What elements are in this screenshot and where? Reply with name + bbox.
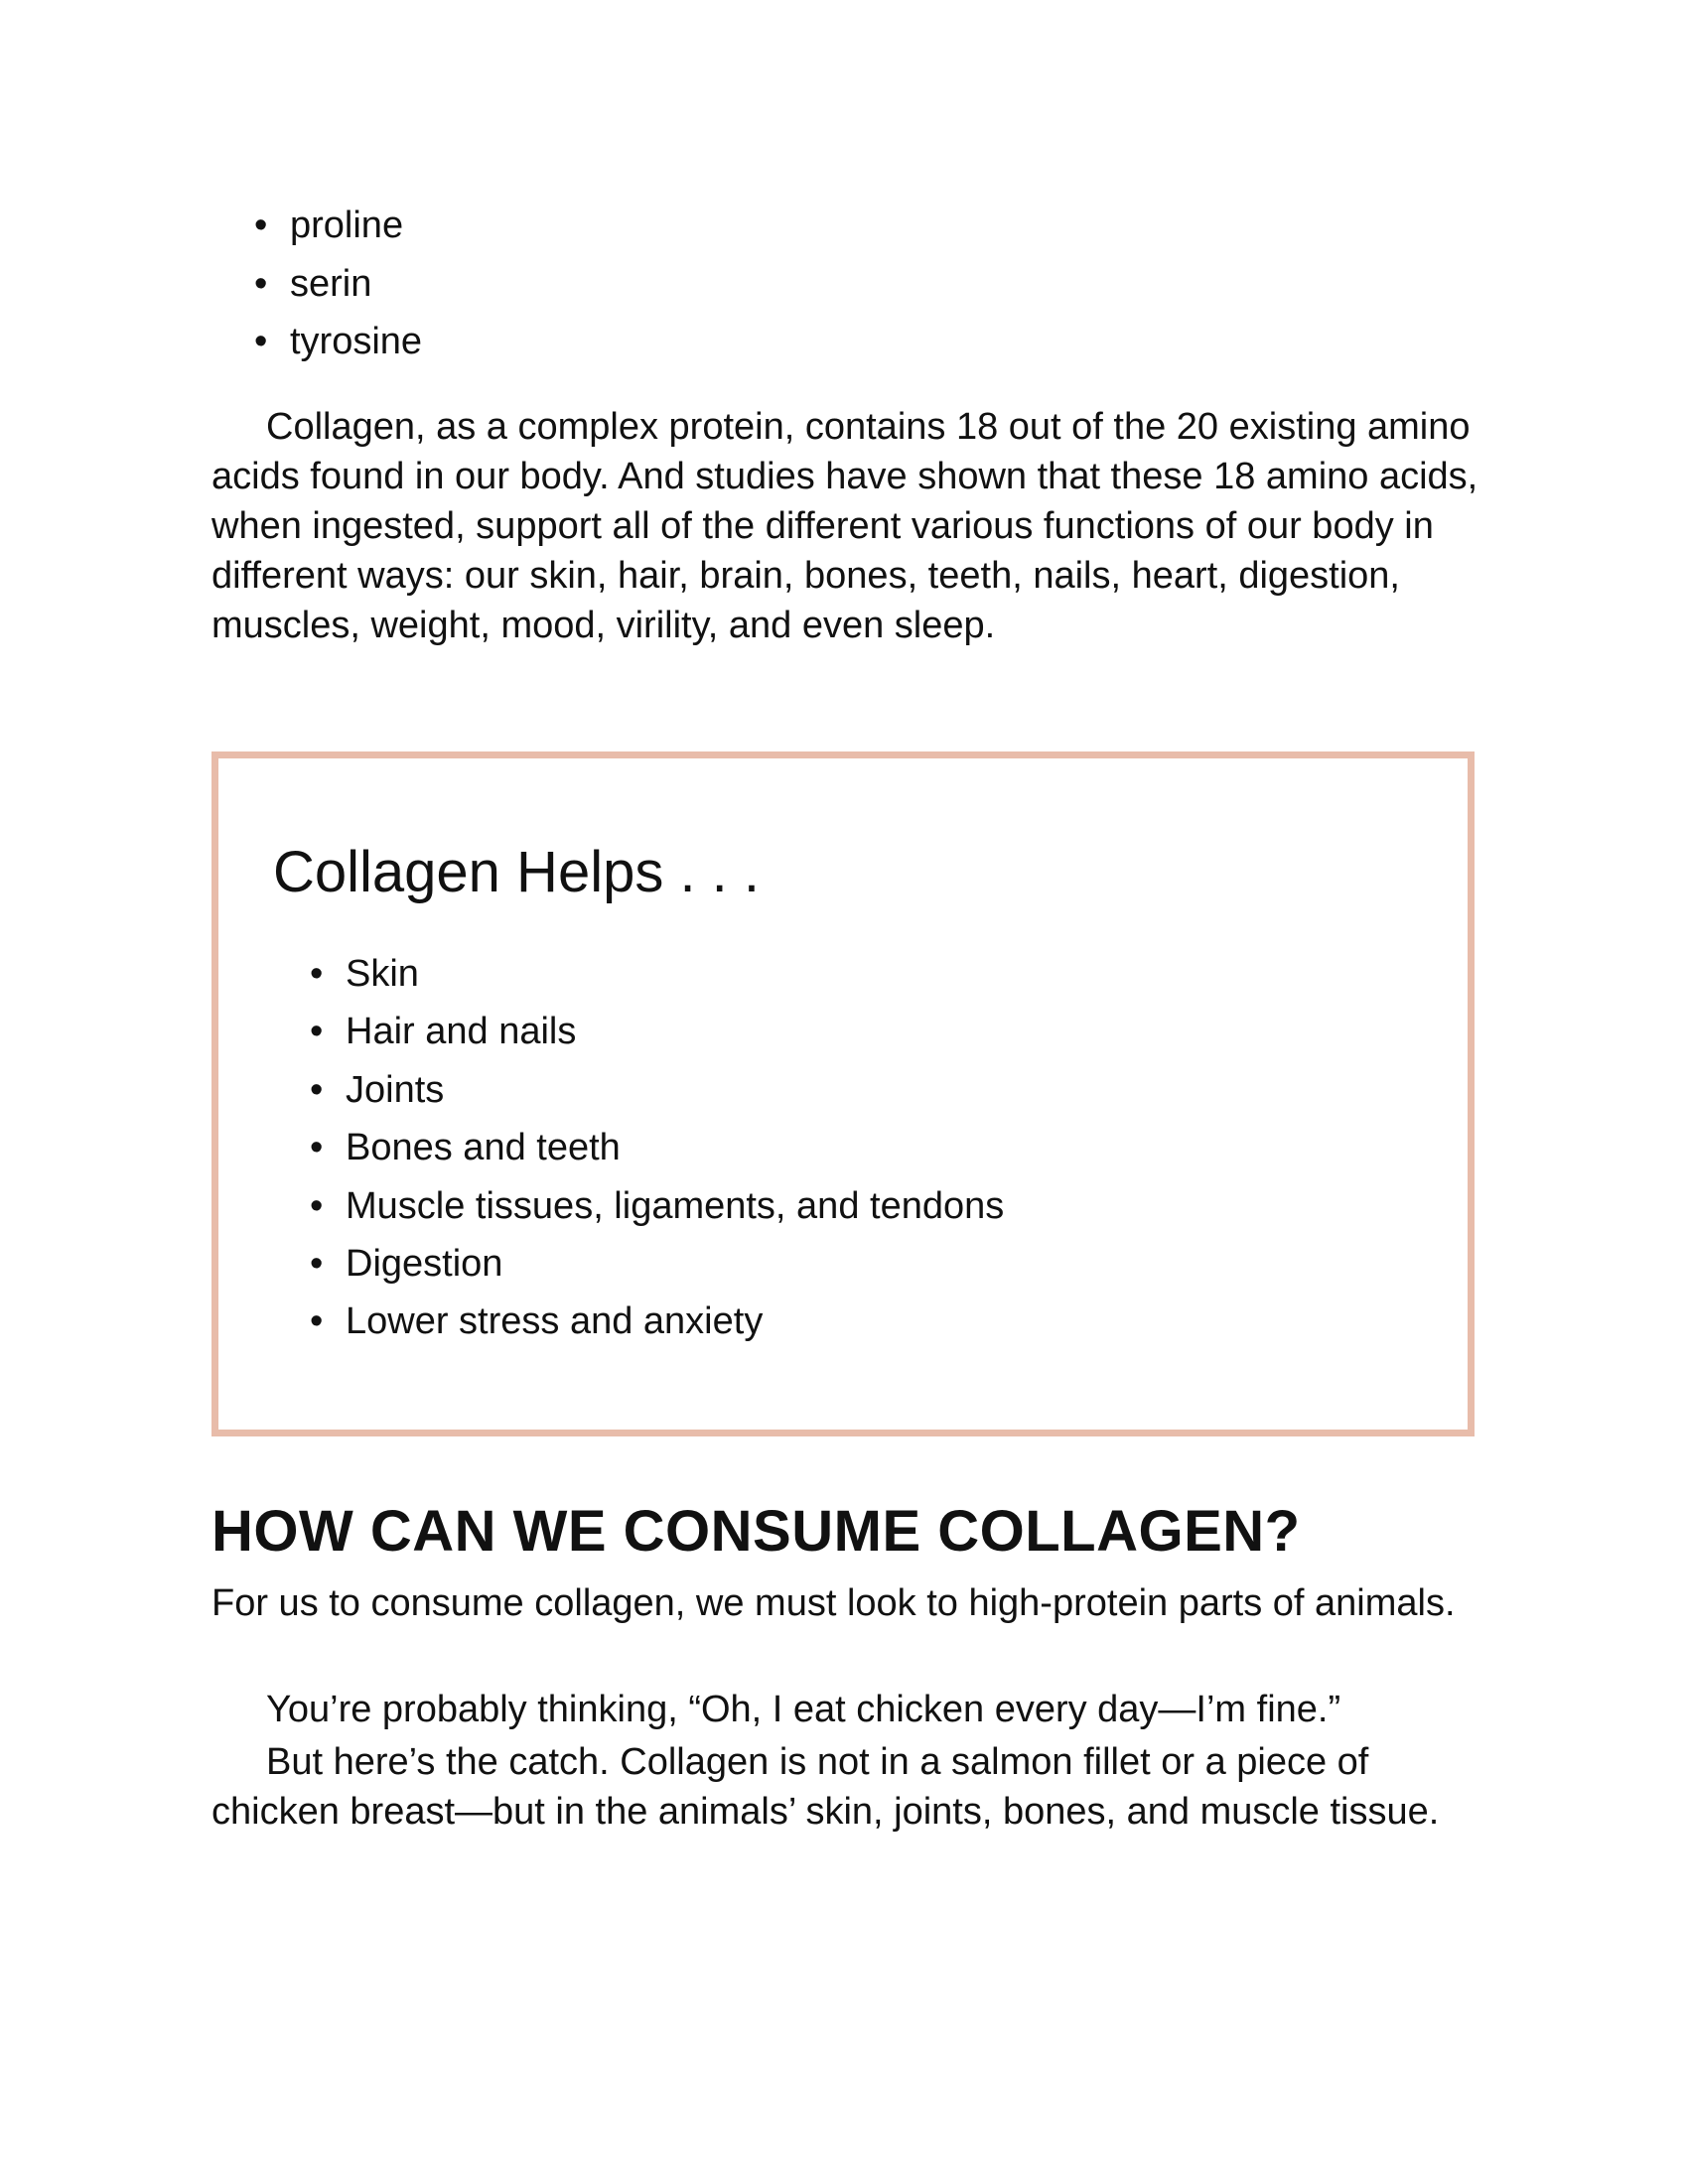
- collagen-helps-callout: [211, 751, 1475, 1436]
- list-item: • Hair and nails: [346, 1003, 1004, 1060]
- list-item: • Muscle tissues, ligaments, and tendons: [346, 1177, 1004, 1235]
- section-paragraph-2: You’re probably thinking, “Oh, I eat chicken every day—I’m fine.”: [266, 1689, 1341, 1730]
- bullet-icon: •: [310, 1068, 324, 1111]
- bullet-icon: •: [310, 1300, 324, 1343]
- bullet-icon: •: [310, 1184, 324, 1227]
- bullet-icon: •: [310, 1127, 324, 1169]
- benefits-list: [310, 945, 1005, 1351]
- section-paragraph-1: For us to consume collagen, we must look to high-protein parts of animals.: [211, 1582, 1456, 1624]
- list-item: • serin: [290, 255, 422, 314]
- section-heading: HOW CAN WE CONSUME COLLAGEN?: [211, 1499, 1301, 1564]
- amino-acid-list: [254, 197, 423, 371]
- list-item: • Skin: [346, 945, 1004, 1003]
- list-item: • Joints: [346, 1061, 1004, 1119]
- bullet-icon: •: [254, 205, 268, 246]
- list-item: • Digestion: [346, 1235, 1004, 1293]
- list-item: • Lower stress and anxiety: [346, 1293, 1004, 1350]
- bullet-icon: •: [254, 262, 268, 305]
- bullet-icon: •: [310, 953, 324, 995]
- bullet-icon: •: [254, 321, 268, 362]
- bullet-icon: •: [310, 1011, 324, 1053]
- list-item: • tyrosine: [290, 313, 422, 371]
- intro-paragraph: Collagen, as a complex protein, contains 18 out of the 20 existing amino acids found in our body. And studies have shown that these 18 amino acids, when ingested, support all of the different various functions of our body in different ways: our skin, hair, brain, bones, teeth, nails, heart, digestion, muscles, weight, mood, virility, and even sleep.: [211, 406, 1478, 646]
- section-paragraph-3: But here’s the catch. Collagen is not in a salmon fillet or a piece of chicken breast—but in the animals’ skin, joints, bones, and muscle tissue.: [211, 1741, 1440, 1833]
- list-item: • proline: [290, 197, 422, 255]
- list-item: • Bones and teeth: [346, 1119, 1004, 1176]
- bullet-icon: •: [310, 1243, 324, 1286]
- callout-title: Collagen Helps . . .: [273, 840, 761, 904]
